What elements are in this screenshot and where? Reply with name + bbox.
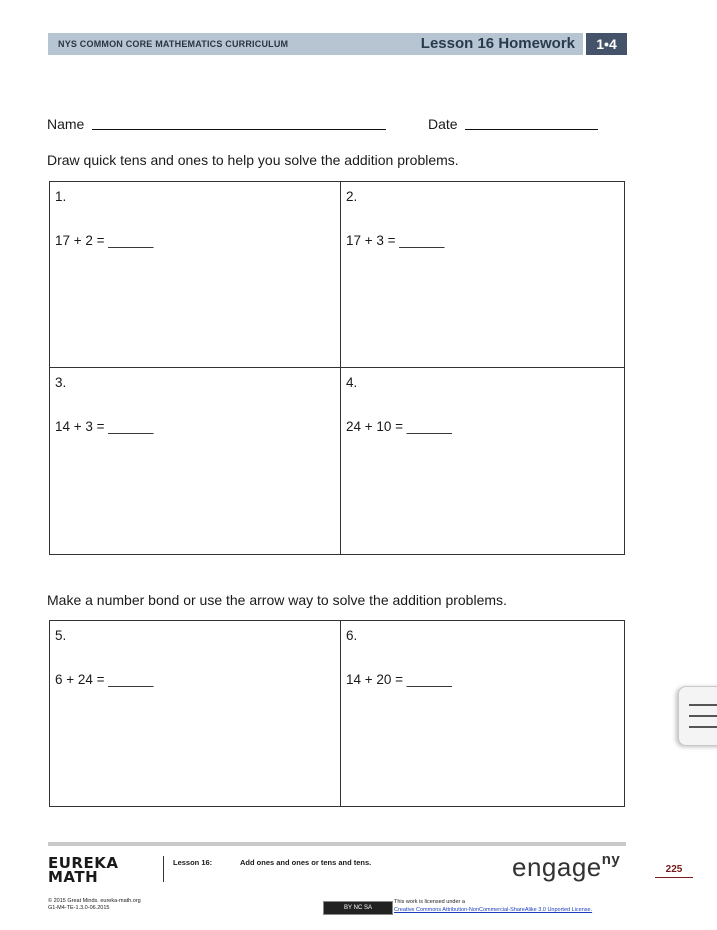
footer-rule	[48, 842, 626, 846]
problem-equation: 14 + 20 = ______	[346, 672, 452, 687]
name-label: Name	[47, 116, 85, 132]
problem-equation: 14 + 3 = ______	[55, 419, 154, 434]
instruction-1: Draw quick tens and ones to help you solve the addition problems.	[47, 152, 459, 168]
problem-equation: 17 + 2 = ______	[55, 233, 154, 248]
problem-cell-6[interactable]	[340, 620, 625, 807]
page-number: 225	[655, 864, 693, 878]
footer-lesson-label: Lesson 16:	[173, 858, 213, 867]
problem-number: 2.	[346, 189, 358, 204]
problem-cell-3[interactable]	[49, 367, 340, 555]
name-field[interactable]	[92, 129, 386, 130]
lesson-title: Lesson 16 Homework	[420, 35, 575, 52]
problem-cell-2[interactable]	[340, 181, 625, 367]
problem-cell-1[interactable]	[49, 181, 340, 367]
problem-number: 3.	[55, 375, 67, 390]
license-link[interactable]: Creative Commons Attribution-NonCommercial-ShareAlike 3.0 Unported License.	[394, 907, 593, 913]
license-text: This work is licensed under a Creative Commons Attribution-NonCommercial-ShareAlike 3.0 Unported License.	[394, 899, 593, 913]
menu-icon	[689, 726, 717, 728]
problem-number: 1.	[55, 189, 67, 204]
footer-lesson-description: Add ones and ones or tens and tens.	[240, 858, 372, 867]
curriculum-title: NYS COMMON CORE MATHEMATICS CURRICULUM	[58, 39, 289, 49]
problem-equation: 17 + 3 = ______	[346, 233, 445, 248]
problem-cell-5[interactable]	[49, 620, 340, 807]
problem-equation: 6 + 24 = ______	[55, 672, 154, 687]
copyright: © 2015 Great Minds. eureka-math.org G1-M4-TE-1.3.0-06.2015	[48, 898, 141, 911]
grade-module-badge: 1•4	[586, 33, 627, 55]
engageny-logo: engage$^{ny}$	[512, 851, 621, 882]
creative-commons-badge: BY NC SA	[323, 901, 393, 915]
eureka-math-logo: EUREKA MATH	[48, 854, 119, 886]
menu-icon	[689, 704, 717, 706]
menu-icon	[689, 715, 717, 717]
problem-cell-4[interactable]	[340, 367, 625, 555]
problem-equation: 24 + 10 = ______	[346, 419, 452, 434]
date-field[interactable]	[465, 129, 598, 130]
problem-number: 5.	[55, 628, 67, 643]
header-bar	[48, 33, 583, 55]
instruction-2: Make a number bond or use the arrow way to solve the addition problems.	[47, 592, 507, 608]
footer-separator	[163, 856, 164, 882]
problem-number: 4.	[346, 375, 358, 390]
problem-number: 6.	[346, 628, 358, 643]
date-label: Date	[428, 116, 458, 132]
side-menu-tab[interactable]	[678, 686, 717, 746]
